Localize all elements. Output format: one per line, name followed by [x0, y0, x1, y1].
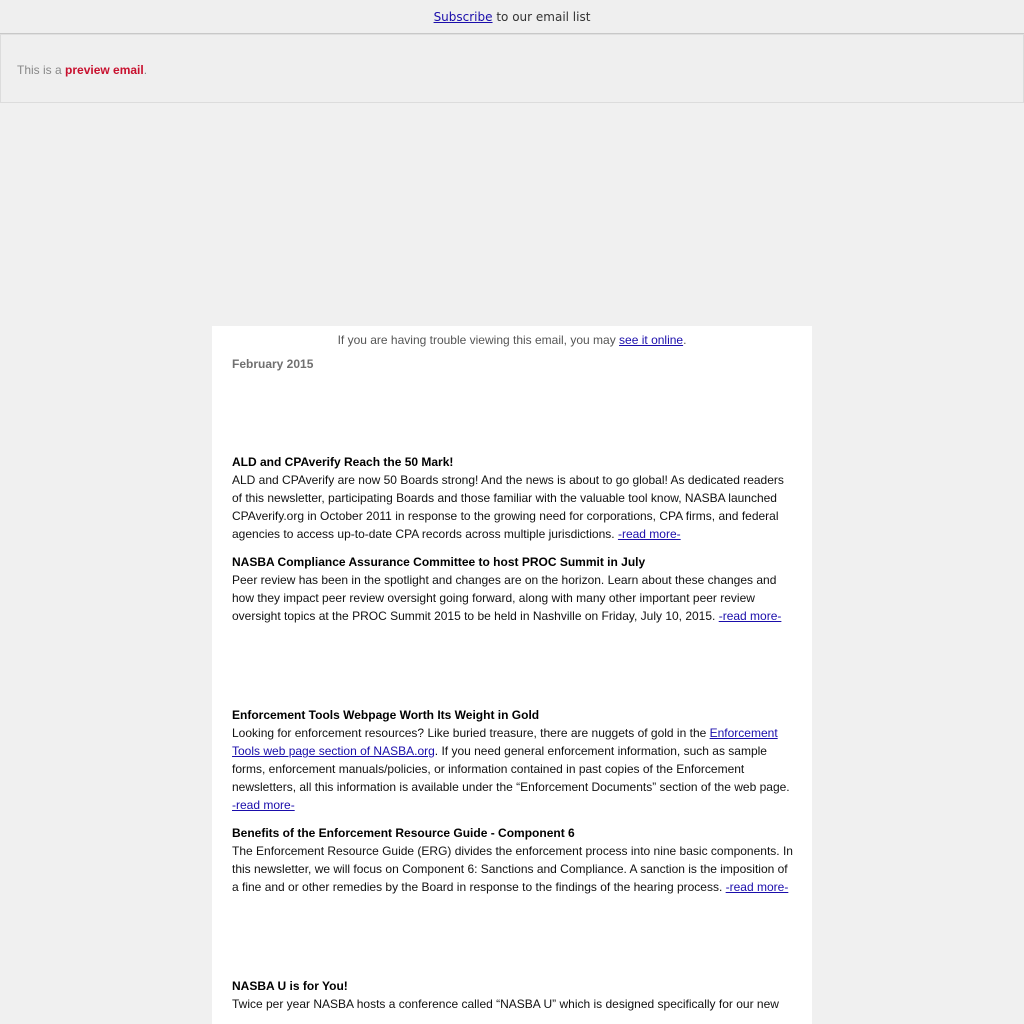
article-title: Enforcement Tools Webpage Worth Its Weight in Gold [232, 708, 540, 722]
article-title: Benefits of the Enforcement Resource Guide - Component 6 [232, 826, 575, 840]
article-title: NASBA Compliance Assurance Committee to host PROC Summit in July [232, 555, 646, 569]
article-nasba-u [232, 977, 794, 1013]
preview-suffix: . [143, 63, 148, 77]
read-more-link[interactable]: -read more- [232, 798, 295, 812]
article-text: Looking for enforcement resources? Like buried treasure, there are nuggets of gold in the [232, 726, 710, 740]
read-more-link[interactable]: -read more- [617, 527, 681, 541]
issue-date: February 2015 [232, 357, 314, 371]
article-title: NASBA U is for You! [232, 979, 348, 993]
email-body [212, 326, 812, 1024]
header-image-space [212, 371, 812, 453]
article-body [232, 995, 794, 1013]
article-body [232, 724, 794, 814]
preview-highlight: preview email [65, 63, 144, 77]
section-divider-space [212, 625, 812, 706]
subscribe-bar [0, 0, 1024, 34]
article-body [232, 471, 794, 543]
read-more-link[interactable]: -read more- [725, 880, 789, 894]
trouble-suffix: . [683, 333, 687, 347]
article-proc-summit [232, 553, 794, 625]
enforcement-tools-link[interactable]: Enforcement Tools web page section of NASBA.org [232, 726, 778, 758]
article-body [232, 842, 794, 896]
article-text: ALD and CPAverify are now 50 Boards strong! And the news is about to go global! As dedicated readers of this newsletter, participating Boards and those familiar with the valuable tool know, NASBA launched CPAverify.org in October 2011 in response to the growing need for corporations, CPA firms, and federal agencies to access up-to-date CPA records across multiple jurisdictions. [232, 473, 784, 541]
article-body [232, 571, 794, 625]
article-enforcement-tools [232, 706, 794, 814]
article-erg-component-6 [232, 824, 794, 896]
view-online-notice [212, 333, 812, 347]
see-online-link[interactable]: see it online [619, 333, 684, 347]
article-text: Twice per year NASBA hosts a conference called “NASBA U” which is designed specifically for our new [232, 997, 779, 1011]
article-title: ALD and CPAverify Reach the 50 Mark! [232, 455, 454, 469]
subscribe-text: to our email list [492, 10, 591, 24]
article-text: . If you need general enforcement information, such as sample forms, enforcement manuals/policies, or information contained in past copies of the Enforcement newsletters, all this information is available under the “Enforcement Documents” section of the web page. [232, 744, 790, 794]
article-text: The Enforcement Resource Guide (ERG) divides the enforcement process into nine basic components. In this newsletter, we will focus on Component 6: Sanctions and Compliance. A sanction is the imposition of a fine and or other remedies by the Board in response to the findings of the hearing process. [232, 844, 793, 894]
article-ald-cpaverify [232, 453, 794, 543]
subscribe-link[interactable]: Subscribe [433, 10, 493, 24]
section-divider-space [212, 896, 812, 977]
preview-prefix: This is a [17, 63, 66, 77]
read-more-link[interactable]: -read more- [718, 609, 782, 623]
trouble-prefix: If you are having trouble viewing this email, you may [337, 333, 620, 347]
article-text: Peer review has been in the spotlight and changes are on the horizon. Learn about these changes and how they impact peer review oversight going forward, along with many other important peer review oversight topics at the PROC Summit 2015 to be held in Nashville on Friday, July 10, 2015. [232, 573, 777, 623]
preview-banner [0, 34, 1024, 103]
